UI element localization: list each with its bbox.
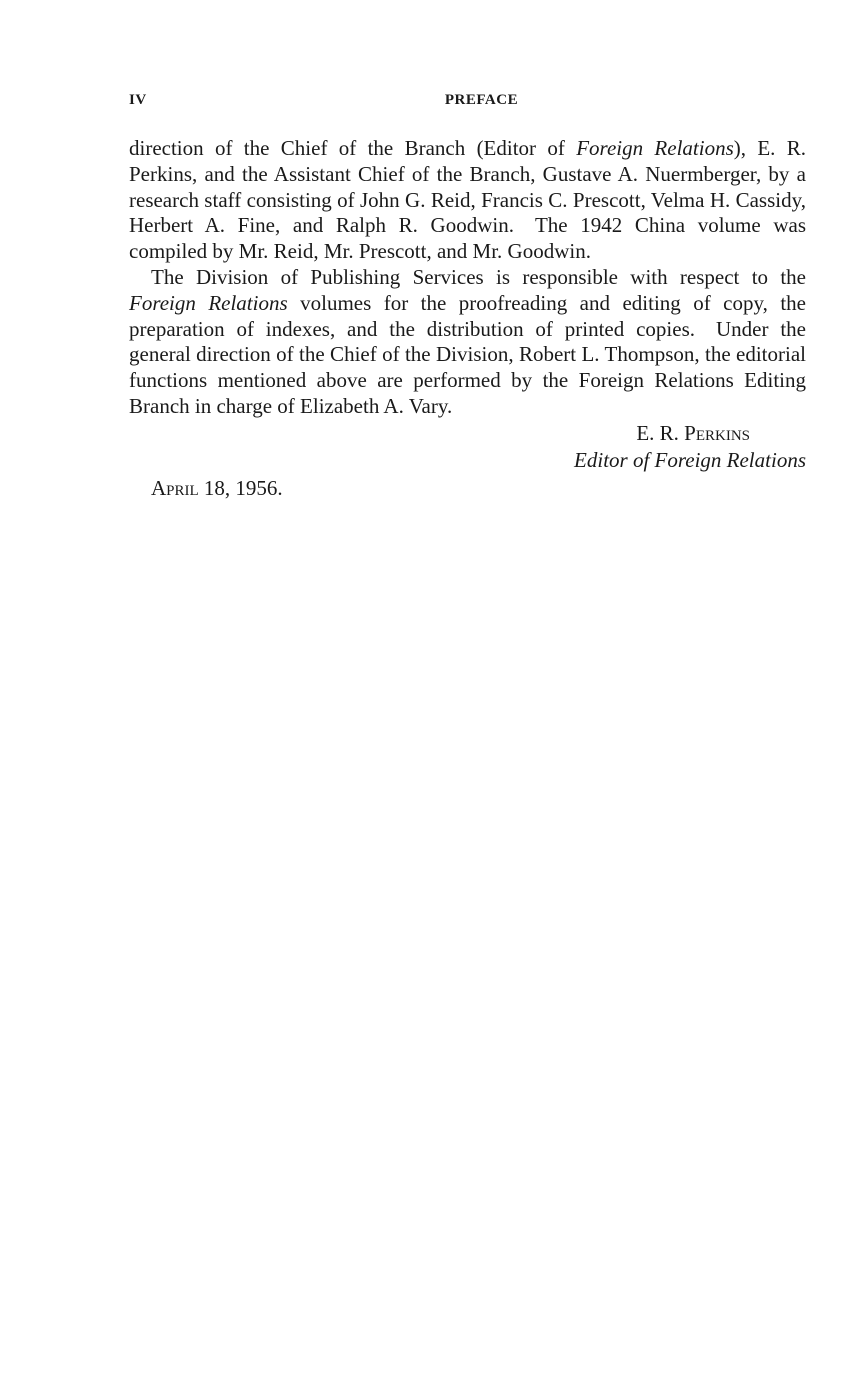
page-number: IV xyxy=(129,92,147,108)
signature-title: Editor of Foreign Relations xyxy=(574,447,806,472)
signature-block xyxy=(129,420,806,474)
italic-title: Foreign Relations xyxy=(129,290,288,315)
text-segment: volumes for the proofreading and editing of copy, the preparation of indexes, and the distribution of printed copies. Under the general direction of the Chief of the Division, Robert L. Thompson, the editorial functions mentioned above are performed by the Foreign Relations Editing Branch in charge of Elizabeth A. Vary. xyxy=(129,290,806,418)
document-page xyxy=(129,92,806,501)
body-text xyxy=(129,136,806,420)
paragraph-publishing-services xyxy=(129,265,806,420)
paragraph-continued xyxy=(129,136,806,265)
date-line: April 18, 1956. xyxy=(151,475,283,500)
running-title: PREFACE xyxy=(444,92,519,108)
running-header xyxy=(129,92,806,116)
text-segment: ), E. R. Perkins, and the Assistant Chief of the Branch, Gustave A. Nuermberger, by a research staff consisting of John G. Reid, Francis C. Prescott, Velma H. Cassidy, Herbert A. Fine, and Ralph R. Goodwin. The 1942 China volume was compiled by Mr. Reid, Mr. Prescott, and Mr. Goodwin. xyxy=(129,136,807,264)
text-segment: The Division of Publishing Services is responsible with respect to the xyxy=(151,264,806,289)
text-segment: direction of the Chief of the Branch (Editor of xyxy=(129,136,577,160)
italic-title: Foreign Relations xyxy=(576,136,734,160)
signature-name: E. R. Perkins xyxy=(636,420,750,445)
